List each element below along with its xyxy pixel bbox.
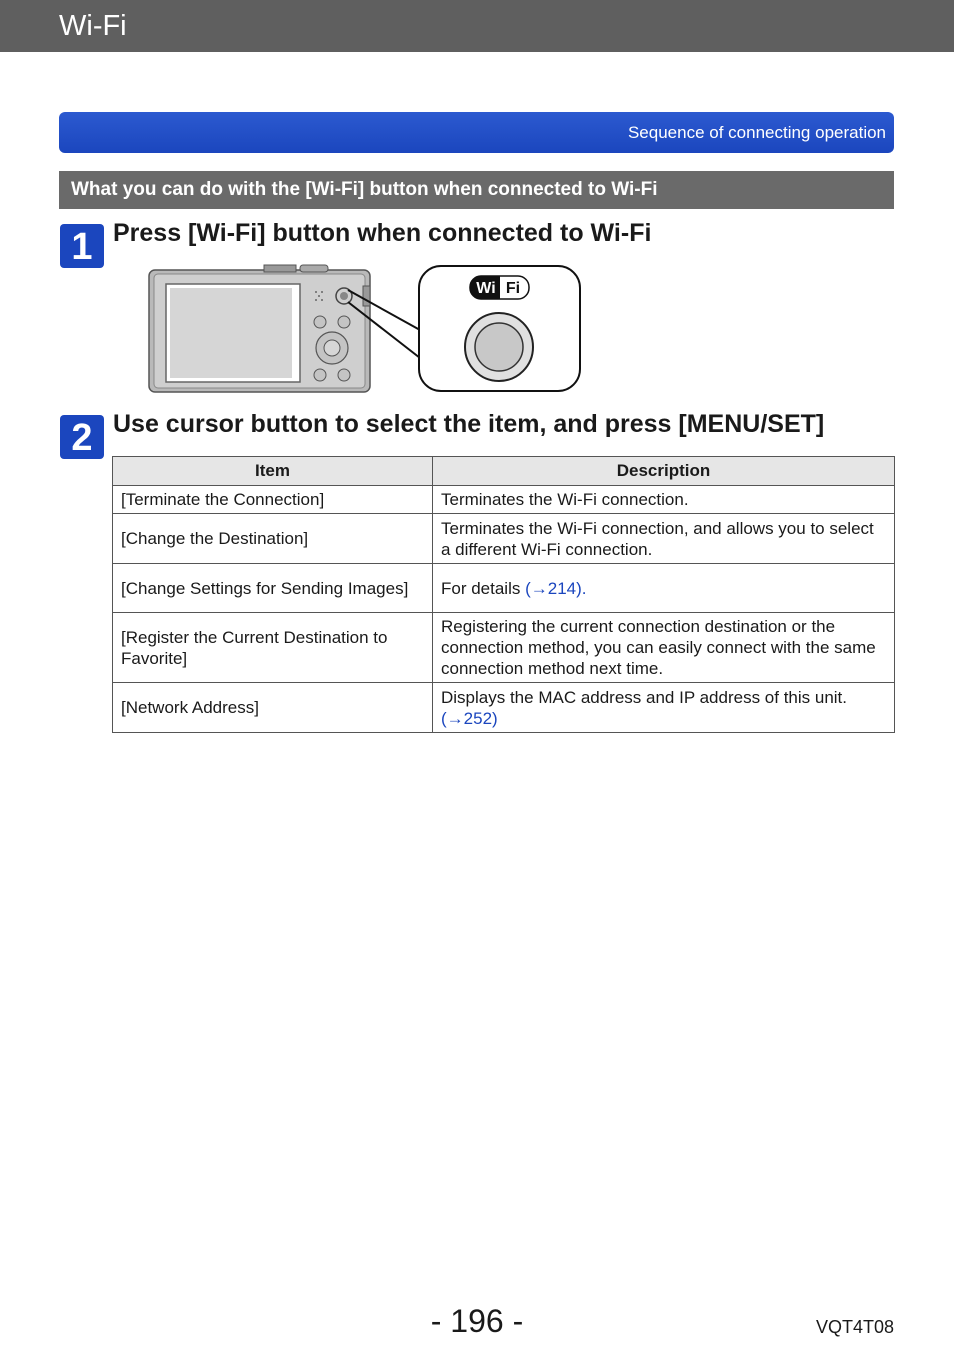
table-row <box>113 486 895 514</box>
item-cell: [Register the Current Destination to Favorite] <box>113 613 433 683</box>
section-title: What you can do with the [Wi-Fi] button when connected to Wi-Fi <box>71 179 658 200</box>
document-code: VQT4T08 <box>815 1317 894 1337</box>
options-table <box>112 456 895 733</box>
sequence-link-label[interactable]: Sequence of connecting operation <box>627 123 886 142</box>
table-row <box>113 564 895 613</box>
table-header-row <box>113 457 895 486</box>
item-cell: [Network Address] <box>113 683 433 733</box>
sequence-link-bar[interactable] <box>59 112 894 153</box>
chapter-title: Wi-Fi <box>59 10 127 42</box>
table-row <box>113 514 895 564</box>
top-header-bar <box>0 0 954 52</box>
svg-text:Wi: Wi <box>476 280 496 297</box>
wifi-label-icon <box>470 276 529 299</box>
description-cell: Terminates the Wi-Fi connection. <box>433 486 895 514</box>
description-cell: Displays the MAC address and IP address of this unit. (→252) <box>433 683 895 733</box>
step-1-badge: 1 <box>60 224 104 268</box>
item-cell: [Change the Destination] <box>113 514 433 564</box>
step-1-title: Press [Wi-Fi] button when connected to Wi-Fi <box>113 219 652 247</box>
column-header-item: Item <box>113 457 433 486</box>
page-reference-link[interactable]: (→214). <box>525 578 587 598</box>
svg-text:Fi: Fi <box>505 280 521 297</box>
section-header <box>59 171 894 209</box>
column-header-description: Description <box>433 457 895 486</box>
step-2-title: Use cursor button to select the item, and press [MENU/SET] <box>113 410 825 438</box>
step-2-badge: 2 <box>60 415 104 459</box>
page-number: - 196 - <box>430 1303 524 1339</box>
table-row <box>113 683 895 733</box>
description-cell: Registering the current connection destination or the connection method, you can easily connect with the same connection method next time. <box>433 613 895 683</box>
camera-illustration <box>148 262 582 394</box>
item-cell: [Change Settings for Sending Images] <box>113 564 433 613</box>
table-row <box>113 613 895 683</box>
description-cell: Terminates the Wi-Fi connection, and allows you to select a different Wi-Fi connection. <box>433 514 895 564</box>
item-cell: [Terminate the Connection] <box>113 486 433 514</box>
description-cell: For details (→214). <box>433 564 895 613</box>
page-reference-link[interactable]: (→252) <box>441 708 498 728</box>
